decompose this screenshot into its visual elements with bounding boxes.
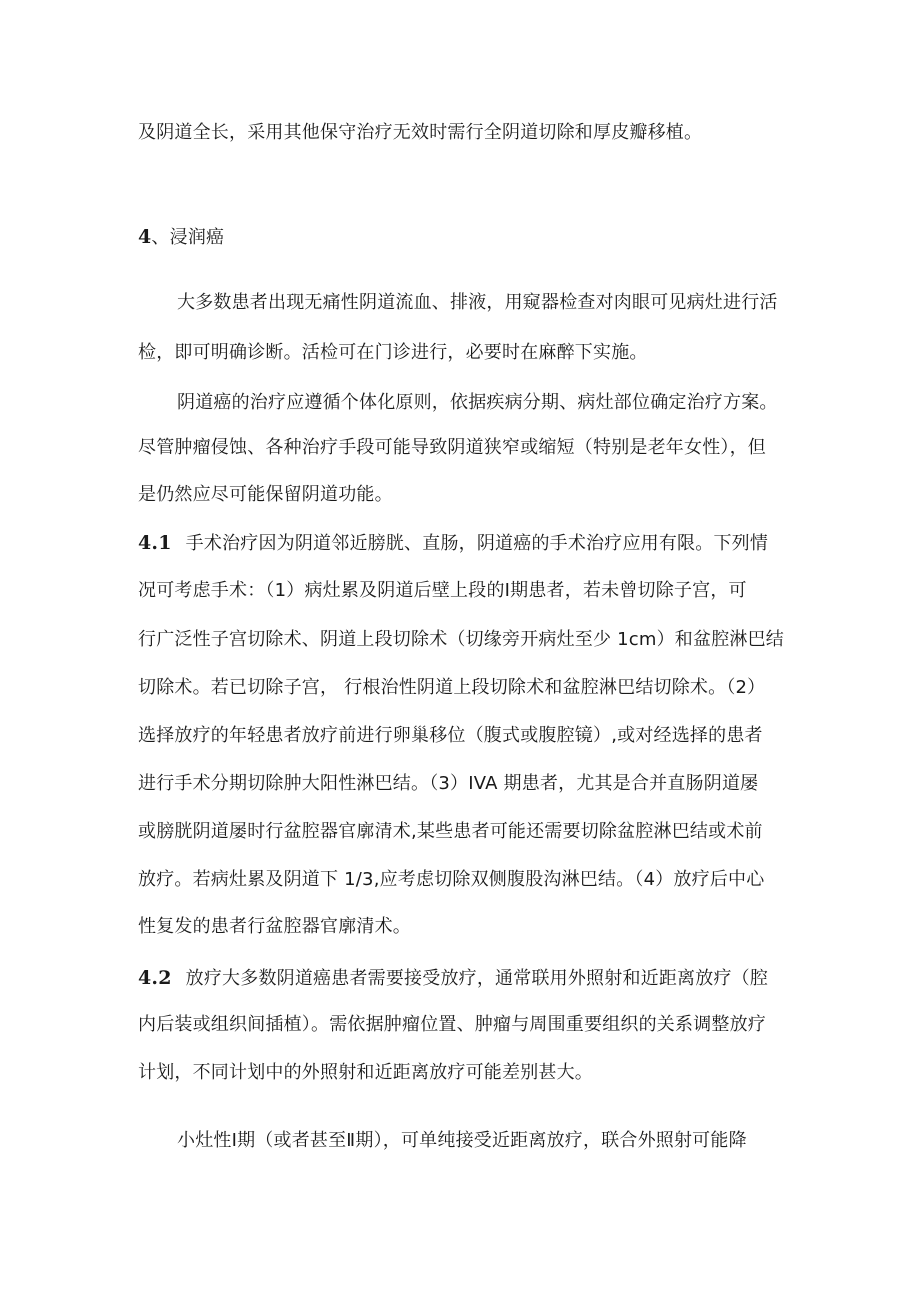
section-4-title: 、浸润癌 — [151, 227, 225, 248]
section-4-1-line: 切除术。若已切除子宫， 行根治性阴道上段切除术和盆腔淋巴结切除术。（2） — [138, 677, 766, 698]
section-4-1-line: 放疗。若病灶累及阴道下 1/3,应考虑切除双侧腹股沟淋巴结。（4）放疗后中心 — [138, 869, 765, 890]
section-4-heading — [138, 225, 224, 250]
section-4-1-line: 选择放疗的年轻患者放疗前进行卵巢移位（腹式或腹腔镜）,或对经选择的患者 — [138, 725, 763, 746]
diagnosis-line: 检，即可明确诊断。活检可在门诊进行，必要时在麻醉下实施。 — [138, 342, 648, 363]
section-4-1-line — [138, 531, 768, 556]
section-4-2-line: 内后装或组织间插植）。需依据肿瘤位置、肿瘤与周围重要组织的关系调整放疗 — [138, 1014, 766, 1035]
small-lesion-line: 小灶性Ⅰ期（或者甚至Ⅱ期），可单纯接受近距离放疗，联合外照射可能降 — [177, 1130, 747, 1151]
diagnosis-line: 大多数患者出现无痛性阴道流血、排液，用窥器检查对肉眼可见病灶进行活 — [177, 292, 778, 313]
prev-paragraph-line: 及阴道全长，采用其他保守治疗无效时需行全阴道切除和厚皮瓣移植。 — [138, 122, 703, 143]
section-4-1-text: 手术治疗因为阴道邻近膀胱、直肠，阴道癌的手术治疗应用有限。下列情 — [185, 533, 769, 554]
section-4-1-number: 4.1 — [138, 532, 172, 554]
section-4-2-number: 4.2 — [138, 967, 172, 989]
section-4-1-line: 或膀胱阴道屡时行盆腔器官廓清术,某些患者可能还需要切除盆腔淋巴结或术前 — [138, 821, 763, 842]
principle-line: 阴道癌的治疗应遵循个体化原则，依据疾病分期、病灶部位确定治疗方案。 — [177, 392, 778, 413]
principle-line: 是仍然应尽可能保留阴道功能。 — [138, 484, 393, 505]
section-4-2-line: 计划，不同计划中的外照射和近距离放疗可能差别甚大。 — [138, 1062, 593, 1083]
section-4-2-text: 放疗大多数阴道癌患者需要接受放疗，通常联用外照射和近距离放疗（腔 — [185, 968, 769, 989]
section-4-1-line: 性复发的患者行盆腔器官廓清术。 — [138, 916, 411, 937]
principle-line: 尽管肿瘤侵蚀、各种治疗手段可能导致阴道狭窄或缩短（特别是老年女性），但 — [138, 437, 766, 458]
section-4-number: 4 — [138, 226, 152, 248]
section-4-1-line: 行广泛性子宫切除术、阴道上段切除术（切缘旁开病灶至少 1cm）和盆腔淋巴结 — [138, 629, 785, 650]
section-4-1-line: 进行手术分期切除肿大阳性淋巴结。（3）IVA 期患者，尤其是合并直肠阴道屡 — [138, 773, 759, 794]
section-4-1-line: 况可考虑手术：（1）病灶累及阴道后壁上段的Ⅰ期患者，若未曾切除子宫，可 — [138, 580, 747, 601]
section-4-2-line — [138, 966, 768, 991]
